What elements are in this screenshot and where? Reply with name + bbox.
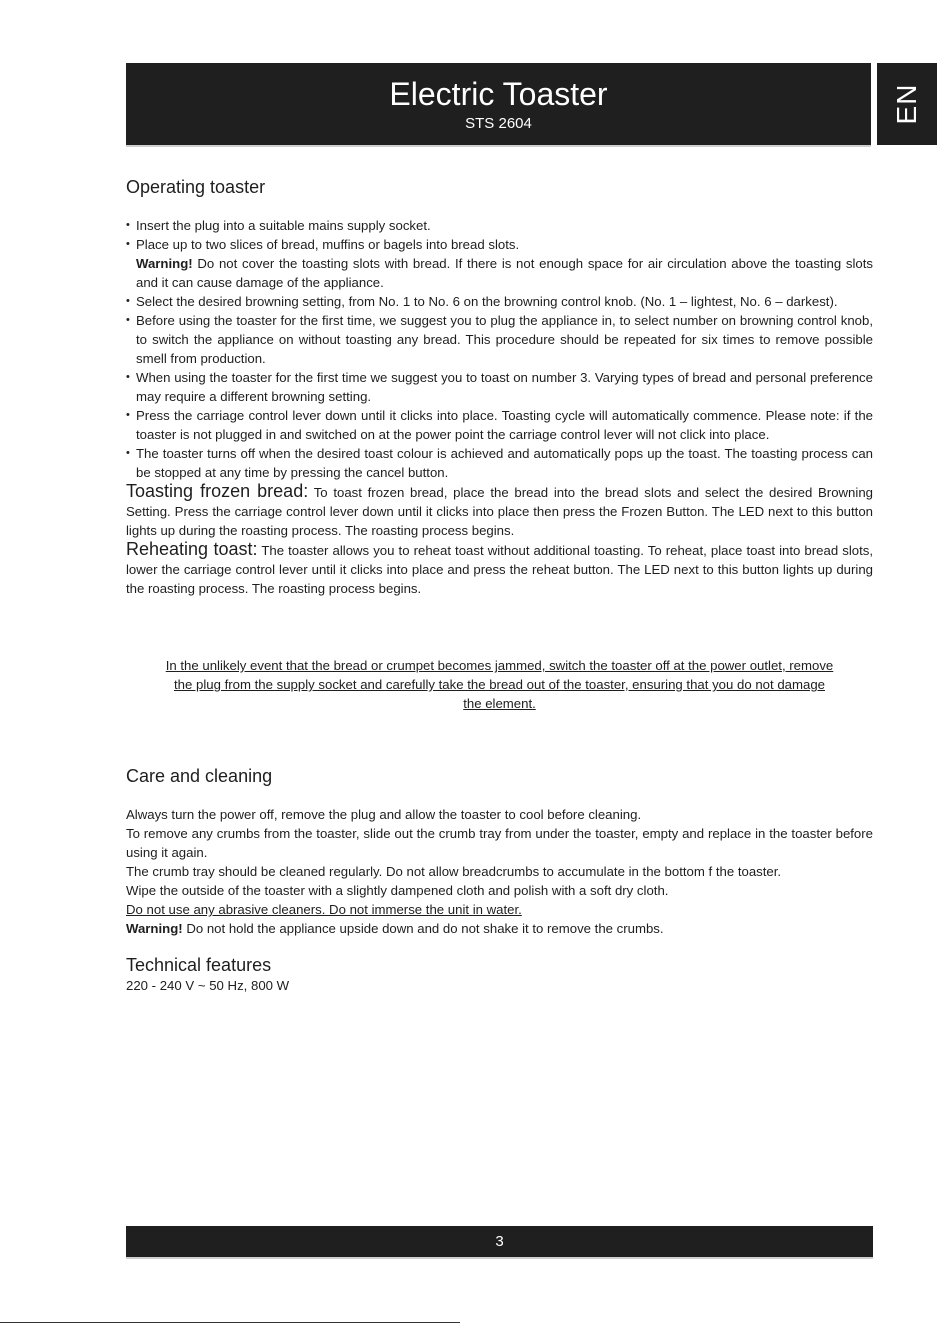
warning-label: Warning! xyxy=(136,256,193,271)
list-item: • The toaster turns off when the desired toast colour is achieved and automatically pops up the toast. The toasting process can be stopped at any time by pressing the cancel button. xyxy=(126,444,873,482)
reheat-text: The toaster allows you to reheat toast without additional toasting. To reheat, place toast into bread slots, lower the carriage control lever until it clicks into place and press the reheat button. The LED next to this button lights up during the roasting process. The roasting process begins. xyxy=(126,543,874,596)
language-code: EN xyxy=(891,83,922,125)
list-item: • Before using the toaster for the first time, we suggest you to plug the appliance in, to select number on browning control knob, to switch the appliance on without toasting any bread. This procedure should be repeated for six times to remove possible smell from production. xyxy=(126,311,873,368)
warning-text: Do not cover the toasting slots with bread. If there is not enough space for air circulation above the toasting slots and it can cause damage of the appliance. xyxy=(136,256,873,290)
list-item: • Select the desired browning setting, from No. 1 to No. 6 on the browning control knob. (No. 1 – lightest, No. 6 – darkest). xyxy=(126,292,873,311)
document-title: Electric Toaster xyxy=(389,76,608,112)
reheat-paragraph xyxy=(126,540,873,598)
section-title-technical: Technical features xyxy=(126,955,272,975)
header-band xyxy=(126,63,871,145)
technical-spec: 220 - 240 V ~ 50 Hz, 800 W xyxy=(126,978,290,993)
model-number: STS 2604 xyxy=(465,115,532,132)
slot-warning xyxy=(126,254,873,292)
operating-steps xyxy=(126,216,873,254)
care-paragraph: The crumb tray should be cleaned regularly. Do not allow breadcrumbs to accumulate in the bottom f the toaster. xyxy=(126,864,782,879)
care-paragraph: Always turn the power off, remove the plug and allow the toaster to cool before cleaning. xyxy=(126,807,642,822)
frozen-heading: Toasting frozen bread: xyxy=(126,481,309,501)
list-item: • Place up to two slices of bread, muffins or bagels into bread slots. xyxy=(126,235,873,254)
page-number: 3 xyxy=(495,1233,504,1250)
footer-band xyxy=(126,1226,873,1257)
section-title-operating: Operating toaster xyxy=(126,177,266,197)
list-item: • Press the carriage control lever down until it clicks into place. Toasting cycle will automatically commence. Please note: if the toaster is not plugged in and switched on at the power point the carriage control lever will not click into place. xyxy=(126,406,873,444)
operating-steps-continued xyxy=(126,292,873,482)
bottom-rule xyxy=(0,1322,460,1323)
manual-content xyxy=(126,176,873,995)
frozen-text: To toast frozen bread, place the bread into the bread slots and select the desired Browning Setting. Press the carriage control lever down until it clicks into place then press the Frozen Button. The LED next to this button lights up during the roasting process. The roasting process begins. xyxy=(126,485,873,538)
language-tab xyxy=(877,63,937,145)
care-paragraph: Wipe the outside of the toaster with a slightly dampened cloth and polish with a soft dry cloth. xyxy=(126,883,669,898)
frozen-bread-paragraph xyxy=(126,482,873,540)
reheat-heading: Reheating toast: xyxy=(126,539,258,559)
list-item: • When using the toaster for the first time we suggest you to toast on number 3. Varying types of bread and personal preference may require a different browning setting. xyxy=(126,368,873,406)
jam-notice: In the unlikely event that the bread or crumpet becomes jammed, switch the toaster off at the power outlet, remove the plug from the supply socket and carefully take the bread out of the toaster, ensuring that you do not damage the element. xyxy=(165,658,834,711)
warning-text: Do not hold the appliance upside down and do not shake it to remove the crumbs. xyxy=(182,921,664,936)
list-item: • Insert the plug into a suitable mains supply socket. xyxy=(126,216,873,235)
care-caution: Do not use any abrasive cleaners. Do not immerse the unit in water. xyxy=(126,902,522,917)
care-paragraph: To remove any crumbs from the toaster, slide out the crumb tray from under the toaster, empty and replace in the toaster before using it again. xyxy=(126,826,873,860)
section-title-care: Care and cleaning xyxy=(126,766,273,786)
care-warning xyxy=(126,919,873,938)
warning-label: Warning! xyxy=(126,921,183,936)
